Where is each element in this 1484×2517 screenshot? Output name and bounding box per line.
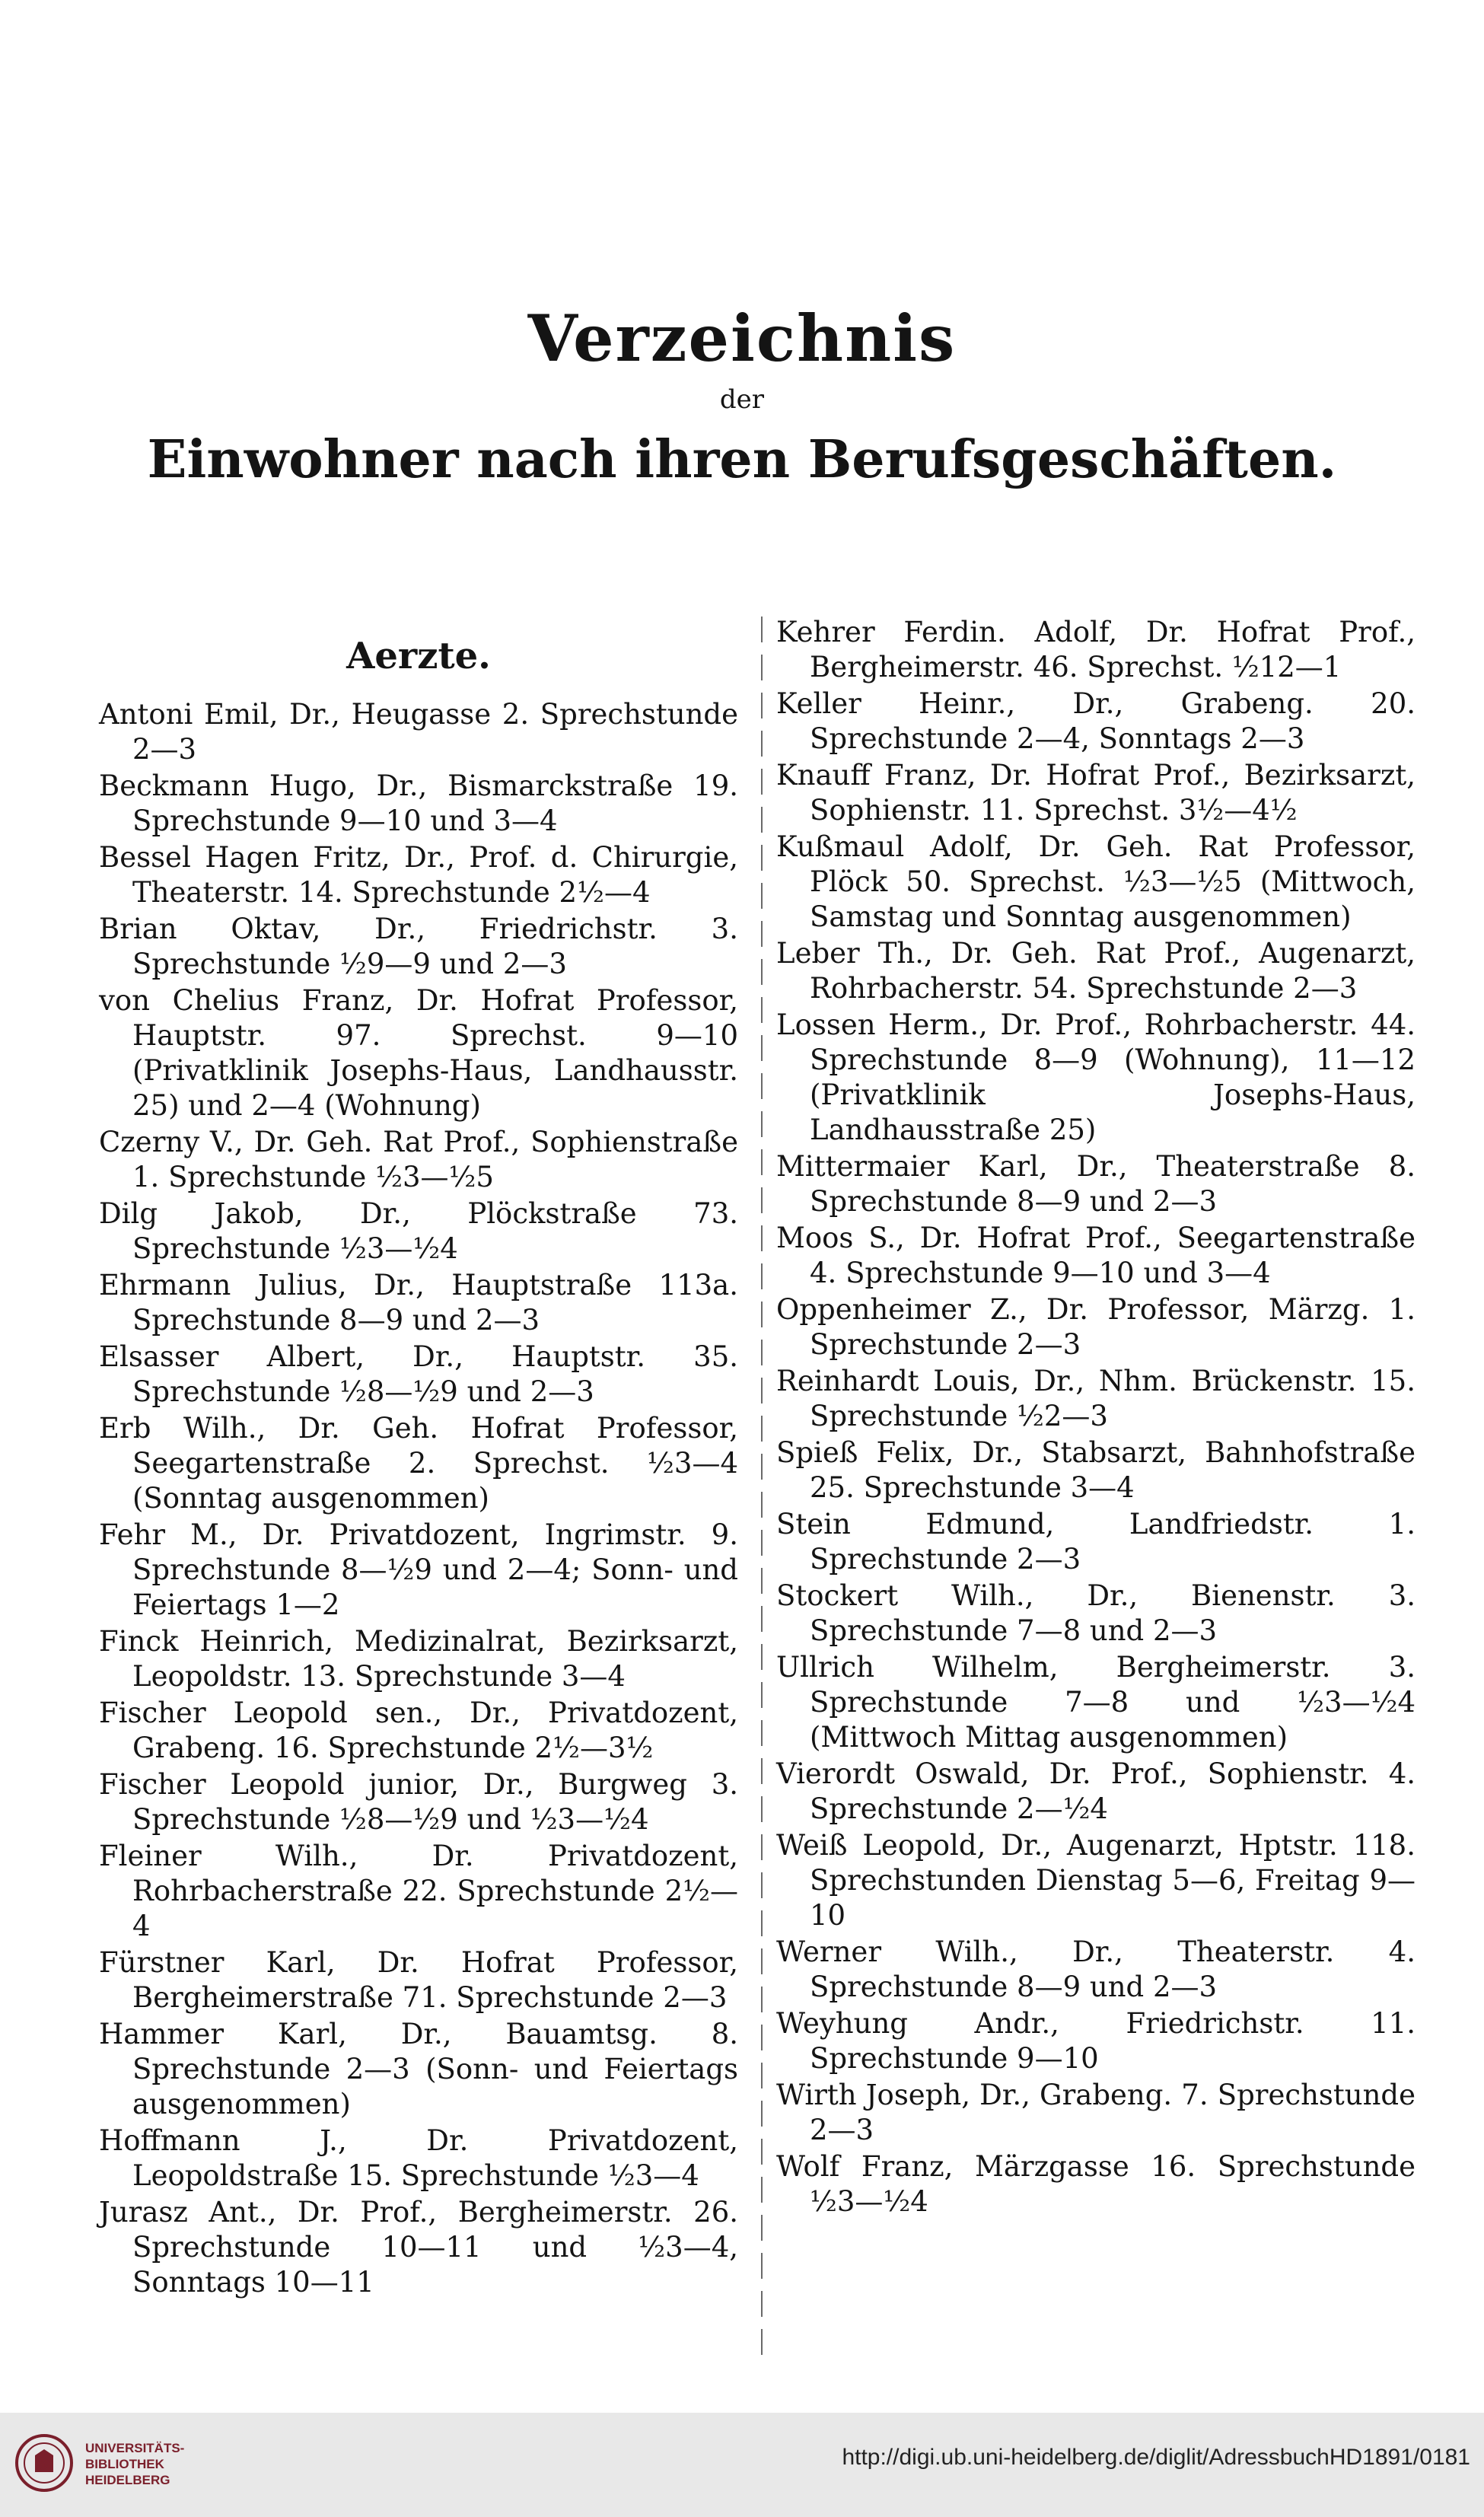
directory-entry: Kußmaul Adolf, Dr. Geh. Rat Professor, Plöck 50. Sprechst. ½3—½5 (Mittwoch, Samstag und Sonntag ausgenommen) bbox=[776, 830, 1416, 933]
source-url-link[interactable]: http://digi.ub.uni-heidelberg.de/diglit/AdressbuchHD1891/0181 bbox=[842, 2445, 1470, 2470]
directory-entry: Weiß Leopold, Dr., Augenarzt, Hptstr. 118. Sprechstunden Dienstag 5—6, Freitag 9—10 bbox=[776, 1829, 1416, 1932]
directory-entry: Leber Th., Dr. Geh. Rat Prof., Augenarzt, Rohrbacherstr. 54. Sprechstunde 2—3 bbox=[776, 937, 1416, 1005]
directory-entry: Reinhardt Louis, Dr., Nhm. Brückenstr. 15. Sprechstunde ½2—3 bbox=[776, 1365, 1416, 1432]
directory-entry: Fehr M., Dr. Privatdozent, Ingrimstr. 9. Sprechstunde 8—½9 und 2—4; Sonn- und Feiertags 1—2 bbox=[99, 1518, 738, 1621]
directory-entry: von Chelius Franz, Dr. Hofrat Professor, Hauptstr. 97. Sprechst. 9—10 (Privatklinik Josephs-Haus, Landhausstr. 25) und 2—4 (Wohnung) bbox=[99, 984, 738, 1122]
page-subtitle: Einwohner nach ihren Berufsgeschäften. bbox=[147, 429, 1337, 490]
page-title: Verzeichnis bbox=[527, 301, 957, 376]
right-entry-list bbox=[776, 615, 1416, 2219]
directory-entry: Hoffmann J., Dr. Privatdozent, Leopoldstraße 15. Sprechstunde ½3—4 bbox=[99, 2124, 738, 2192]
directory-entry: Werner Wilh., Dr., Theaterstr. 4. Sprechstunde 8—9 und 2—3 bbox=[776, 1936, 1416, 2003]
logo-line-1: UNIVERSITÄTS- bbox=[85, 2441, 185, 2455]
column-divider bbox=[761, 617, 763, 2367]
directory-entry: Lossen Herm., Dr. Prof., Rohrbacherstr. 44. Sprechstunde 8—9 (Wohnung), 11—12 (Privatklinik Josephs-Haus, Landhausstraße 25) bbox=[776, 1008, 1416, 1146]
directory-entry: Fürstner Karl, Dr. Hofrat Professor, Bergheimerstraße 71. Sprechstunde 2—3 bbox=[99, 1946, 738, 2014]
directory-entry: Oppenheimer Z., Dr. Professor, Märzg. 1. Sprechstunde 2—3 bbox=[776, 1293, 1416, 1361]
directory-entry: Wirth Joseph, Dr., Grabeng. 7. Sprechstunde 2—3 bbox=[776, 2079, 1416, 2146]
directory-entry: Knauff Franz, Dr. Hofrat Prof., Bezirksarzt, Sophienstr. 11. Sprechst. 3½—4½ bbox=[776, 759, 1416, 827]
directory-entry: Beckmann Hugo, Dr., Bismarckstraße 19. Sprechstunde 9—10 und 3—4 bbox=[99, 769, 738, 837]
directory-entry: Ehrmann Julius, Dr., Hauptstraße 113a. Sprechstunde 8—9 und 2—3 bbox=[99, 1269, 738, 1337]
directory-entry: Antoni Emil, Dr., Heugasse 2. Sprechstunde 2—3 bbox=[99, 698, 738, 766]
directory-entry: Mittermaier Karl, Dr., Theaterstraße 8. Sprechstunde 8—9 und 2—3 bbox=[776, 1150, 1416, 1218]
directory-entry: Brian Oktav, Dr., Friedrichstr. 3. Sprechstunde ½9—9 und 2—3 bbox=[99, 913, 738, 980]
directory-entry: Finck Heinrich, Medizinalrat, Bezirksarzt, Leopoldstr. 13. Sprechstunde 3—4 bbox=[99, 1625, 738, 1693]
directory-entry: Fischer Leopold junior, Dr., Burgweg 3. Sprechstunde ½8—½9 und ½3—½4 bbox=[99, 1768, 738, 1836]
directory-entry: Bessel Hagen Fritz, Dr., Prof. d. Chirurgie, Theaterstr. 14. Sprechstunde 2½—4 bbox=[99, 841, 738, 909]
library-logo[interactable] bbox=[11, 2426, 201, 2503]
directory-entry: Spieß Felix, Dr., Stabsarzt, Bahnhofstraße 25. Sprechstunde 3—4 bbox=[776, 1436, 1416, 1504]
directory-entry: Dilg Jakob, Dr., Plöckstraße 73. Sprechstunde ½3—½4 bbox=[99, 1197, 738, 1265]
logo-line-2: BIBLIOTHEK bbox=[85, 2457, 164, 2471]
logo-line-3: HEIDELBERG bbox=[85, 2473, 170, 2487]
directory-entry: Kehrer Ferdin. Adolf, Dr. Hofrat Prof., Bergheimerstr. 46. Sprechst. ½12—1 bbox=[776, 616, 1416, 683]
directory-entry: Wolf Franz, Märzgasse 16. Sprechstunde ½3—½4 bbox=[776, 2150, 1416, 2218]
directory-entry: Hammer Karl, Dr., Bauamtsg. 8. Sprechstunde 2—3 (Sonn- und Feiertags ausgenommen) bbox=[99, 2018, 738, 2120]
directory-entry: Erb Wilh., Dr. Geh. Hofrat Professor, Seegartenstraße 2. Sprechst. ½3—4 (Sonntag ausgenommen) bbox=[99, 1412, 738, 1515]
directory-entry: Fischer Leopold sen., Dr., Privatdozent, Grabeng. 16. Sprechstunde 2½—3½ bbox=[99, 1697, 738, 1764]
directory-entry: Weyhung Andr., Friedrichstr. 11. Sprechstunde 9—10 bbox=[776, 2007, 1416, 2075]
directory-entry: Ullrich Wilhelm, Bergheimerstr. 3. Sprechstunde 7—8 und ½3—½4 (Mittwoch Mittag ausgenommen) bbox=[776, 1651, 1416, 1754]
directory-entry: Elsasser Albert, Dr., Hauptstr. 35. Sprechstunde ½8—½9 und 2—3 bbox=[99, 1340, 738, 1408]
directory-entry: Stein Edmund, Landfriedstr. 1. Sprechstunde 2—3 bbox=[776, 1508, 1416, 1576]
directory-entry: Keller Heinr., Dr., Grabeng. 20. Sprechstunde 2—4, Sonntags 2—3 bbox=[776, 687, 1416, 755]
directory-entry: Moos S., Dr. Hofrat Prof., Seegartenstraße 4. Sprechstunde 9—10 und 3—4 bbox=[776, 1222, 1416, 1289]
right-column bbox=[776, 615, 1416, 2221]
directory-entry: Fleiner Wilh., Dr. Privatdozent, Rohrbacherstraße 22. Sprechstunde 2½—4 bbox=[99, 1840, 738, 1942]
title-connector: der bbox=[719, 384, 765, 415]
library-logo-text bbox=[85, 2440, 184, 2488]
footer-bar bbox=[0, 2413, 1484, 2517]
title-block bbox=[0, 301, 1484, 492]
directory-entry: Vierordt Oswald, Dr. Prof., Sophienstr. 4. Sprechstunde 2—½4 bbox=[776, 1757, 1416, 1825]
directory-entry: Czerny V., Dr. Geh. Rat Prof., Sophienstraße 1. Sprechstunde ½3—½5 bbox=[99, 1126, 738, 1193]
directory-entry: Jurasz Ant., Dr. Prof., Bergheimerstr. 26. Sprechstunde 10—11 und ½3—4, Sonntags 10—11 bbox=[99, 2196, 738, 2299]
left-column bbox=[99, 609, 738, 2302]
library-seal-icon bbox=[14, 2433, 75, 2493]
section-heading: Aerzte. bbox=[346, 635, 491, 677]
directory-entry: Stockert Wilh., Dr., Bienenstr. 3. Sprechstunde 7—8 und 2—3 bbox=[776, 1579, 1416, 1647]
left-entry-list bbox=[99, 697, 738, 2300]
